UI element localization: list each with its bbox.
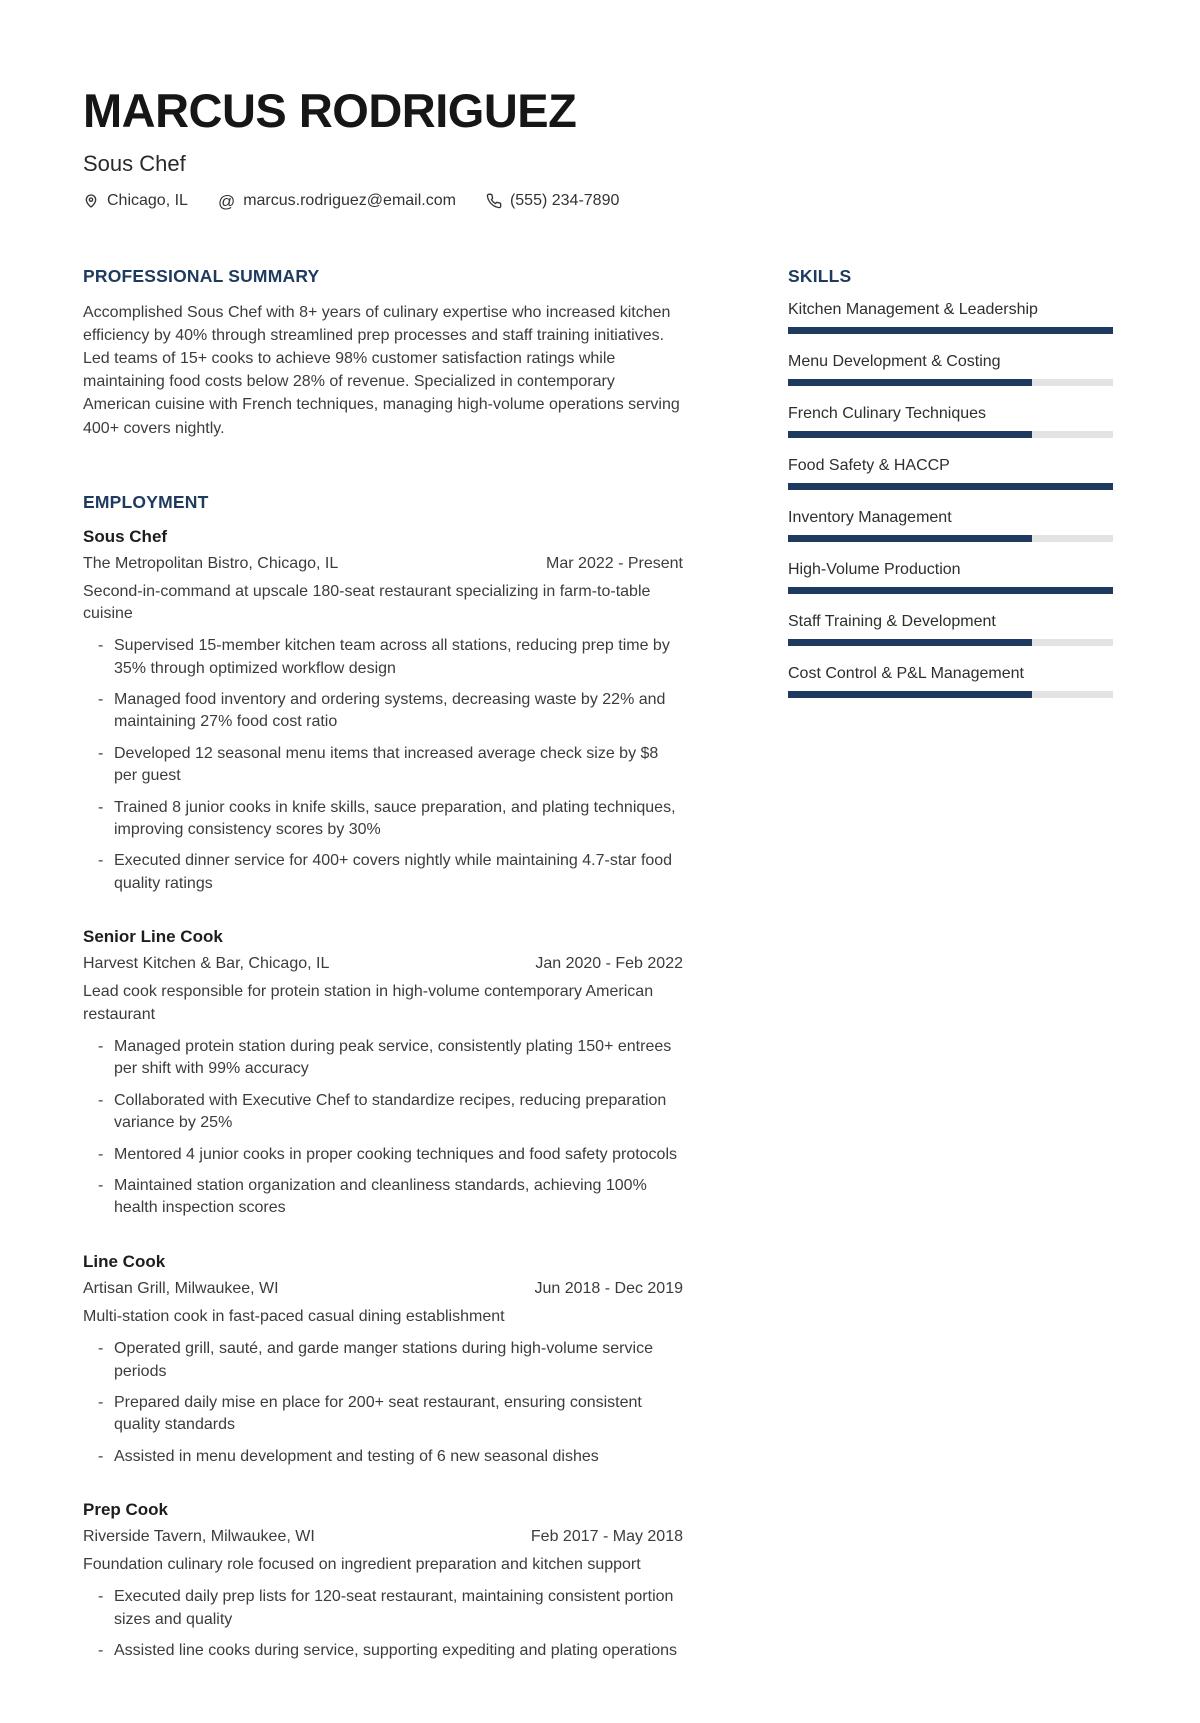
job-bullet-list — [83, 1586, 683, 1662]
bullet-dash-marker — [98, 1338, 114, 1383]
skill-label: Cost Control & P&L Management — [788, 665, 1024, 683]
at-sign-icon: @ — [217, 191, 236, 211]
skill-level-bar-track — [788, 379, 1113, 386]
skill-level-bar-track — [788, 483, 1113, 490]
phone-icon — [486, 193, 502, 209]
skill-label: Kitchen Management & Leadership — [788, 301, 1038, 319]
jobs-list — [83, 527, 683, 1663]
bullet-dash-marker — [98, 1640, 114, 1662]
job-dates: Jun 2018 - Dec 2019 — [534, 1279, 683, 1297]
bullet-dash-marker — [98, 1586, 114, 1631]
skill-level-bar-fill — [788, 327, 1113, 334]
skill-label: Staff Training & Development — [788, 613, 996, 631]
bullet-text: Operated grill, sauté, and garde manger stations during high-volume service periods — [114, 1340, 653, 1380]
job-bullet — [83, 743, 683, 788]
skill-label: Inventory Management — [788, 509, 952, 527]
job-description: Lead cook responsible for protein station in high-volume contemporary American restaurant — [83, 983, 654, 1023]
skill-label: Menu Development & Costing — [788, 353, 1001, 371]
job-title: Senior Line Cook — [83, 927, 223, 947]
skill-item — [788, 561, 1113, 594]
bullet-dash-marker — [98, 1090, 114, 1135]
job-bullet — [83, 1338, 683, 1383]
skill-item — [788, 353, 1113, 386]
bullet-text: Executed daily prep lists for 120-seat restaurant, maintaining consistent portion sizes and quality — [114, 1588, 674, 1628]
bullet-text: Prepared daily mise en place for 200+ seat restaurant, ensuring consistent quality standards — [114, 1393, 642, 1434]
job-bullet — [83, 1144, 683, 1166]
bullet-dash-marker — [98, 1175, 114, 1220]
job-company: Artisan Grill, Milwaukee, WI — [83, 1279, 279, 1297]
skill-item — [788, 509, 1113, 542]
bullet-text: Managed food inventory and ordering systems, decreasing waste by 22% and maintaining 27% food cost ratio — [114, 691, 666, 731]
job-bullet — [83, 1640, 683, 1662]
summary-text: Accomplished Sous Chef with 8+ years of culinary expertise who increased kitchen efficiency by 40% through streamlined prep processes and staff training initiatives. Led teams of 15+ cooks to achieve 98% customer satisfaction ratings while maintaining food costs below 28% of revenue. Specialized in contemporary American cuisine with French techniques, managing high-volume operations serving 400+ covers nightly. — [83, 304, 680, 437]
summary-section — [83, 266, 683, 439]
bullet-dash-marker — [98, 689, 114, 734]
bullet-text: Trained 8 junior cooks in knife skills, sauce preparation, and plating techniques, improving consistency scores by 30% — [114, 798, 676, 839]
skill-level-bar-track — [788, 587, 1113, 594]
job-title: Sous Chef — [83, 526, 168, 546]
job-meta-row — [83, 1280, 683, 1298]
job-entry — [83, 1500, 683, 1663]
contact-phone — [486, 192, 619, 210]
skill-level-bar-fill — [788, 587, 1113, 594]
job-bullet — [83, 850, 683, 895]
bullet-dash-marker — [98, 1144, 114, 1166]
job-title: Prep Cook — [83, 1500, 169, 1520]
job-bullet-list — [83, 635, 683, 895]
skill-item — [788, 665, 1113, 698]
skill-item — [788, 613, 1113, 646]
bullet-text: Managed protein station during peak service, consistently plating 150+ entrees per shift with 99% accuracy — [114, 1038, 672, 1078]
skill-label: High-Volume Production — [788, 561, 961, 579]
job-bullet — [83, 635, 683, 680]
job-title: Line Cook — [83, 1251, 166, 1271]
bullet-text: Maintained station organization and cleanliness standards, achieving 100% health inspection scores — [114, 1176, 647, 1217]
skill-level-bar-track — [788, 431, 1113, 438]
content-columns — [83, 266, 1113, 1662]
skills-sidebar — [788, 266, 1113, 1662]
skill-level-bar-track — [788, 639, 1113, 646]
bullet-text: Developed 12 seasonal menu items that increased average check size by $8 per guest — [114, 744, 659, 785]
job-description: Multi-station cook in fast-paced casual dining establishment — [83, 1307, 505, 1325]
skills-list — [788, 301, 1113, 698]
bullet-text: Executed dinner service for 400+ covers nightly while maintaining 4.7-star food quality ratings — [114, 852, 673, 892]
job-entry — [83, 927, 683, 1220]
employment-heading: EMPLOYMENT — [83, 491, 209, 512]
job-bullet — [83, 1175, 683, 1220]
job-description: Second-in-command at upscale 180-seat restaurant specializing in farm-to-table cuisine — [83, 582, 651, 622]
bullet-text: Mentored 4 junior cooks in proper cooking techniques and food safety protocols — [114, 1145, 678, 1163]
job-dates: Mar 2022 - Present — [546, 554, 683, 572]
job-meta-row — [83, 1528, 683, 1546]
job-company: Harvest Kitchen & Bar, Chicago, IL — [83, 955, 330, 973]
main-column — [83, 266, 683, 1662]
resume-header — [83, 86, 1113, 210]
bullet-text: Assisted line cooks during service, supporting expediting and plating operations — [114, 1642, 678, 1660]
bullet-dash-marker — [98, 797, 114, 842]
bullet-text: Supervised 15-member kitchen team across all stations, reducing prep time by 35% through optimized workflow design — [114, 637, 670, 677]
skills-heading: SKILLS — [788, 266, 852, 287]
skill-level-bar-fill — [788, 483, 1113, 490]
bullet-dash-marker — [98, 1036, 114, 1081]
contact-row — [83, 192, 1113, 210]
skill-level-bar-track — [788, 691, 1113, 698]
bullet-dash-marker — [98, 850, 114, 895]
skill-level-bar-fill — [788, 691, 1032, 698]
job-bullet — [83, 1090, 683, 1135]
contact-location-text: Chicago, IL — [107, 192, 188, 210]
skill-level-bar-fill — [788, 431, 1032, 438]
job-dates: Feb 2017 - May 2018 — [530, 1528, 683, 1546]
skill-level-bar-fill — [788, 379, 1032, 386]
job-bullet — [83, 1586, 683, 1631]
job-bullet — [83, 689, 683, 734]
job-bullet — [83, 1036, 683, 1081]
skill-level-bar-track — [788, 327, 1113, 334]
skill-item — [788, 301, 1113, 334]
job-bullet — [83, 1446, 683, 1468]
job-bullet — [83, 1392, 683, 1437]
contact-email — [218, 192, 456, 210]
bullet-dash-marker — [98, 1392, 114, 1437]
contact-location — [83, 192, 188, 210]
job-bullet — [83, 797, 683, 842]
candidate-job-title: Sous Chef — [83, 151, 186, 177]
job-meta-row — [83, 955, 683, 973]
contact-phone-text: (555) 234-7890 — [509, 192, 620, 210]
job-bullet-list — [83, 1036, 683, 1220]
job-meta-row — [83, 555, 683, 573]
skill-label: Food Safety & HACCP — [788, 457, 950, 475]
bullet-dash-marker — [98, 1446, 114, 1468]
job-entry — [83, 1252, 683, 1468]
job-company: The Metropolitan Bistro, Chicago, IL — [83, 554, 339, 572]
bullet-dash-marker — [98, 743, 114, 788]
skill-label: French Culinary Techniques — [788, 405, 987, 423]
skill-item — [788, 457, 1113, 490]
summary-heading: PROFESSIONAL SUMMARY — [83, 266, 320, 287]
contact-email-text: marcus.rodriguez@email.com — [243, 192, 456, 210]
skill-item — [788, 405, 1113, 438]
skill-level-bar-fill — [788, 639, 1032, 646]
employment-section — [83, 492, 683, 1663]
skill-level-bar-fill — [788, 535, 1032, 542]
bullet-text: Collaborated with Executive Chef to standardize recipes, reducing preparation variance by 25% — [114, 1091, 667, 1132]
job-company: Riverside Tavern, Milwaukee, WI — [83, 1528, 315, 1546]
job-description: Foundation culinary role focused on ingredient preparation and kitchen support — [83, 1556, 641, 1574]
job-bullet-list — [83, 1338, 683, 1468]
bullet-dash-marker — [98, 635, 114, 680]
location-pin-icon — [83, 193, 99, 209]
skill-level-bar-track — [788, 535, 1113, 542]
job-entry — [83, 527, 683, 896]
candidate-name: MARCUS RODRIGUEZ — [83, 84, 577, 137]
bullet-text: Assisted in menu development and testing of 6 new seasonal dishes — [114, 1447, 599, 1465]
job-dates: Jan 2020 - Feb 2022 — [535, 955, 683, 973]
